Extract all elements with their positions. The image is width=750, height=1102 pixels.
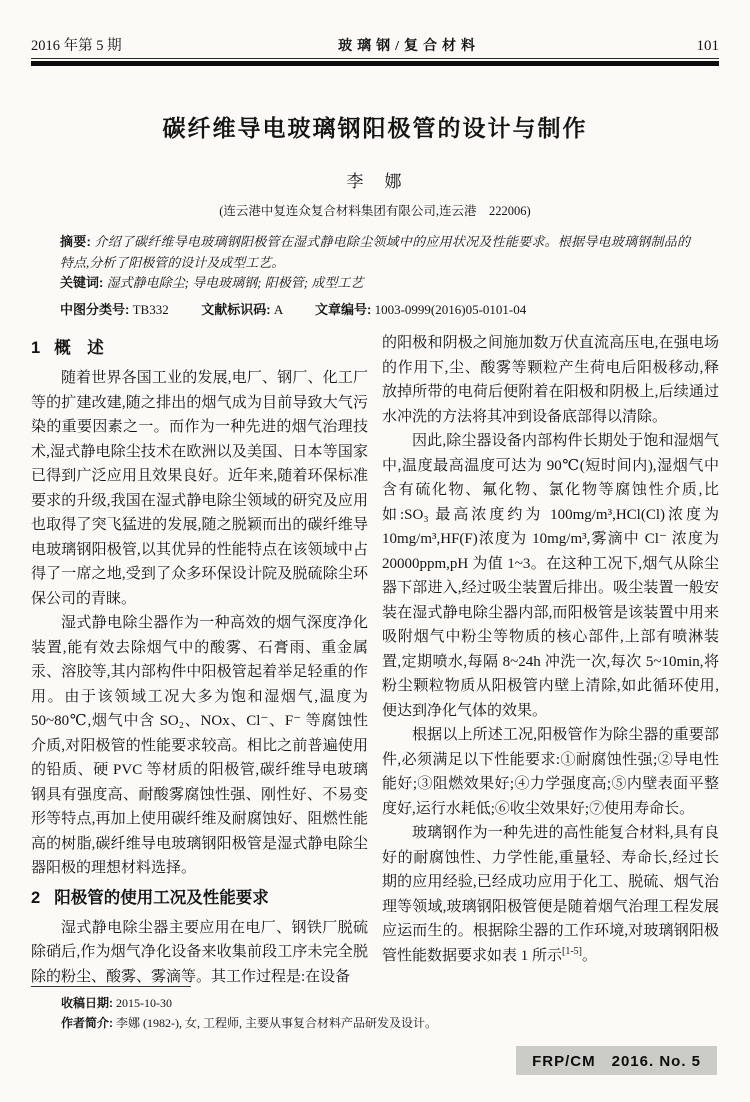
abstract-label: 摘要: (60, 234, 91, 249)
footnote-block (31, 986, 451, 1033)
journal-footer-badge: FRP/CM 2016. No. 5 (516, 1046, 717, 1075)
author-bio-label: 作者简介: (61, 1016, 113, 1030)
section-2-paragraph-1: 湿式静电除尘器主要应用在电厂、钢铁厂脱硫除硝后,作为烟气净化设备来收集前段工序未完全脱除的粉尘、酸雾、雾滴等。其工作过程是:在设备 (31, 919, 368, 985)
keywords-label: 关键词: (60, 275, 104, 290)
abstract-text: 介绍了碳纤维导电玻璃钢阳极管在湿式静电除尘领域中的应用状况及性能要求。根据导电玻璃钢制品的特点,分析了阳极管的设计及成型工艺。 (60, 234, 690, 270)
classification-line (60, 300, 690, 321)
scanned-paper-page (0, 34, 750, 1102)
body-columns (31, 331, 719, 989)
section-1-paragraph-1: 随着世界各国工业的发展,电厂、钢厂、化工厂等的扩建改建,随之排出的烟气成为目前导致大气污染的重要因素之一。而作为一种先进的烟气治理技术,湿式静电除尘技术在欧洲以及美国、日本等国家已得到广泛应用且效果良好。近年来,随着环保标准要求的升级,我国在湿式静电除尘领域的研究及应用也取得了突飞猛进的发展,随之脱颖而出的碳纤维导电玻璃钢阳极管,以其优异的性能特点在该领域中占得了一席之地,受到了众多环保设计院及脱硫除尘环保公司的青睐。 (31, 370, 368, 607)
abstract-block (60, 232, 690, 320)
right-column (382, 331, 719, 989)
header-thick-rule (31, 61, 719, 66)
footnote-rule (31, 986, 191, 987)
right-paragraph-4-end: 。 (582, 947, 598, 964)
section-1-number: 1 (31, 339, 41, 357)
right-paragraph-2: 因此,除尘器设备内部构件长期处于饱和湿烟气中,温度最高温度可达为 90℃(短时间内),湿烟气中含有硫化物、氟化物、氯化物等腐蚀性介质,比如:SO₃ 最高浓度约为 100mg/m³,HCl(Cl)浓度为 10mg/m³,HF(F)浓度为 10mg/m³,雾滴中 Cl⁻ 浓度为 20000ppm,pH 为值 1~3。在这种工况下,烟气从除尘器下部进入,经过吸尘装置后排出。吸尘装置一般安装在湿式静电除尘器内部,而阳极管是该装置中用来吸附烟气中粉尘等物质的核心部件,上部有喷淋装置,定期喷水,每隔 8~24h 冲洗一次,每次 5~10min,将粉尘颗粒物质从阳极管内壁上清除,如此循环使用,便达到净化气体的效果。 (382, 433, 719, 719)
received-date-label: 收稿日期: (61, 996, 113, 1010)
section-2-number: 2 (31, 888, 41, 907)
author-bio-line (31, 1013, 451, 1033)
author-affiliation: (连云港中复连众复合材料集团有限公司,连云港 222006) (219, 204, 531, 218)
abstract-line (60, 232, 690, 273)
article-id-value: 1003-0999(2016)05-0101-04 (374, 301, 527, 317)
section-1-heading (31, 337, 368, 359)
article-title: 碳纤维导电玻璃钢阳极管的设计与制作 (162, 115, 588, 141)
clc-value: TB332 (132, 301, 169, 317)
header-thin-rule (31, 58, 719, 59)
running-head (31, 34, 719, 55)
doc-code-value: A (273, 301, 283, 317)
right-paragraph-3: 根据以上所述工况,阳极管作为除尘器的重要部件,必须满足以下性能要求:①耐腐蚀性强;②导电性能好;③阻燃效果好;④力学强度高;⑤内壁表面平整度好,运行水耗低;⑥收尘效果好;⑦使用寿命长。 (382, 727, 719, 817)
left-column (31, 331, 368, 989)
keywords-text: 湿式静电除尘; 导电玻璃钢; 阳极管; 成型工艺 (106, 275, 364, 290)
keywords-line (60, 273, 690, 294)
author-bio-value: 李娜 (1982-), 女, 工程师, 主要从事复合材料产品研发及设计。 (116, 1016, 437, 1030)
section-2-title: 阳极管的使用工况及性能要求 (54, 888, 269, 907)
clc-label: 中图分类号: (60, 301, 130, 317)
section-2-heading (31, 887, 368, 909)
page-number: 101 (696, 38, 719, 54)
received-date-line (31, 993, 451, 1013)
right-paragraph-4 (382, 821, 719, 968)
right-paragraph-4-text: 玻璃钢作为一种先进的高性能复合材料,具有良好的耐腐蚀性、力学性能,重量轻、寿命长,经过长期的应用经验,已经成功应用于化工、脱硫、烟气治理等领域,玻璃钢阳极管便是随着烟气治理工程发展应运而生的。根据除尘器的工作环境,对玻璃钢阳极管性能数据要求如表 1 所示 (382, 825, 719, 964)
section-1-paragraph-2: 湿式静电除尘器作为一种高效的烟气深度净化装置,能有效去除烟气中的酸雾、石膏雨、重金属汞、溶胶等,其内部构件中阳极管起着举足轻重的作用。由于该领域工况大多为饱和湿烟气,温度为 50~80℃,烟气中含 SO₂、NOx、Cl⁻、F⁻ 等腐蚀性介质,对阳极管的性能要求较高。相比之前普遍使用的铅质、硬 PVC 等材质的阳极管,碳纤维导电玻璃钢具有强度高、耐酸雾腐蚀性强、刚性好、不易变形等特点,再加上使用碳纤维及耐腐蚀好、阻燃性能高的树脂,碳纤维导电玻璃钢阳极管是湿式静电除尘器阳极的理想材料选择。 (31, 615, 368, 876)
doc-code-label: 文献标识码: (201, 301, 271, 317)
issue-label: 2016 年第 5 期 (31, 38, 122, 54)
article-id-label: 文章编号: (314, 301, 372, 317)
received-date-value: 2015-10-30 (116, 996, 172, 1010)
section-1-title: 概 述 (54, 339, 104, 357)
continued-paragraph: 的阳极和阴极之间施加数万伏直流高压电,在强电场的作用下,尘、酸雾等颗粒产生荷电后阳极移动,释放掉所带的电荷后便附着在阳极和阴极上,后续通过水冲洗的方法将其冲到设备底部得以清除。 (382, 335, 719, 425)
author-name: 李 娜 (346, 172, 404, 191)
journal-name: 玻璃钢/复合材料 (338, 39, 480, 54)
citation-reference: [1-5] (562, 945, 583, 957)
